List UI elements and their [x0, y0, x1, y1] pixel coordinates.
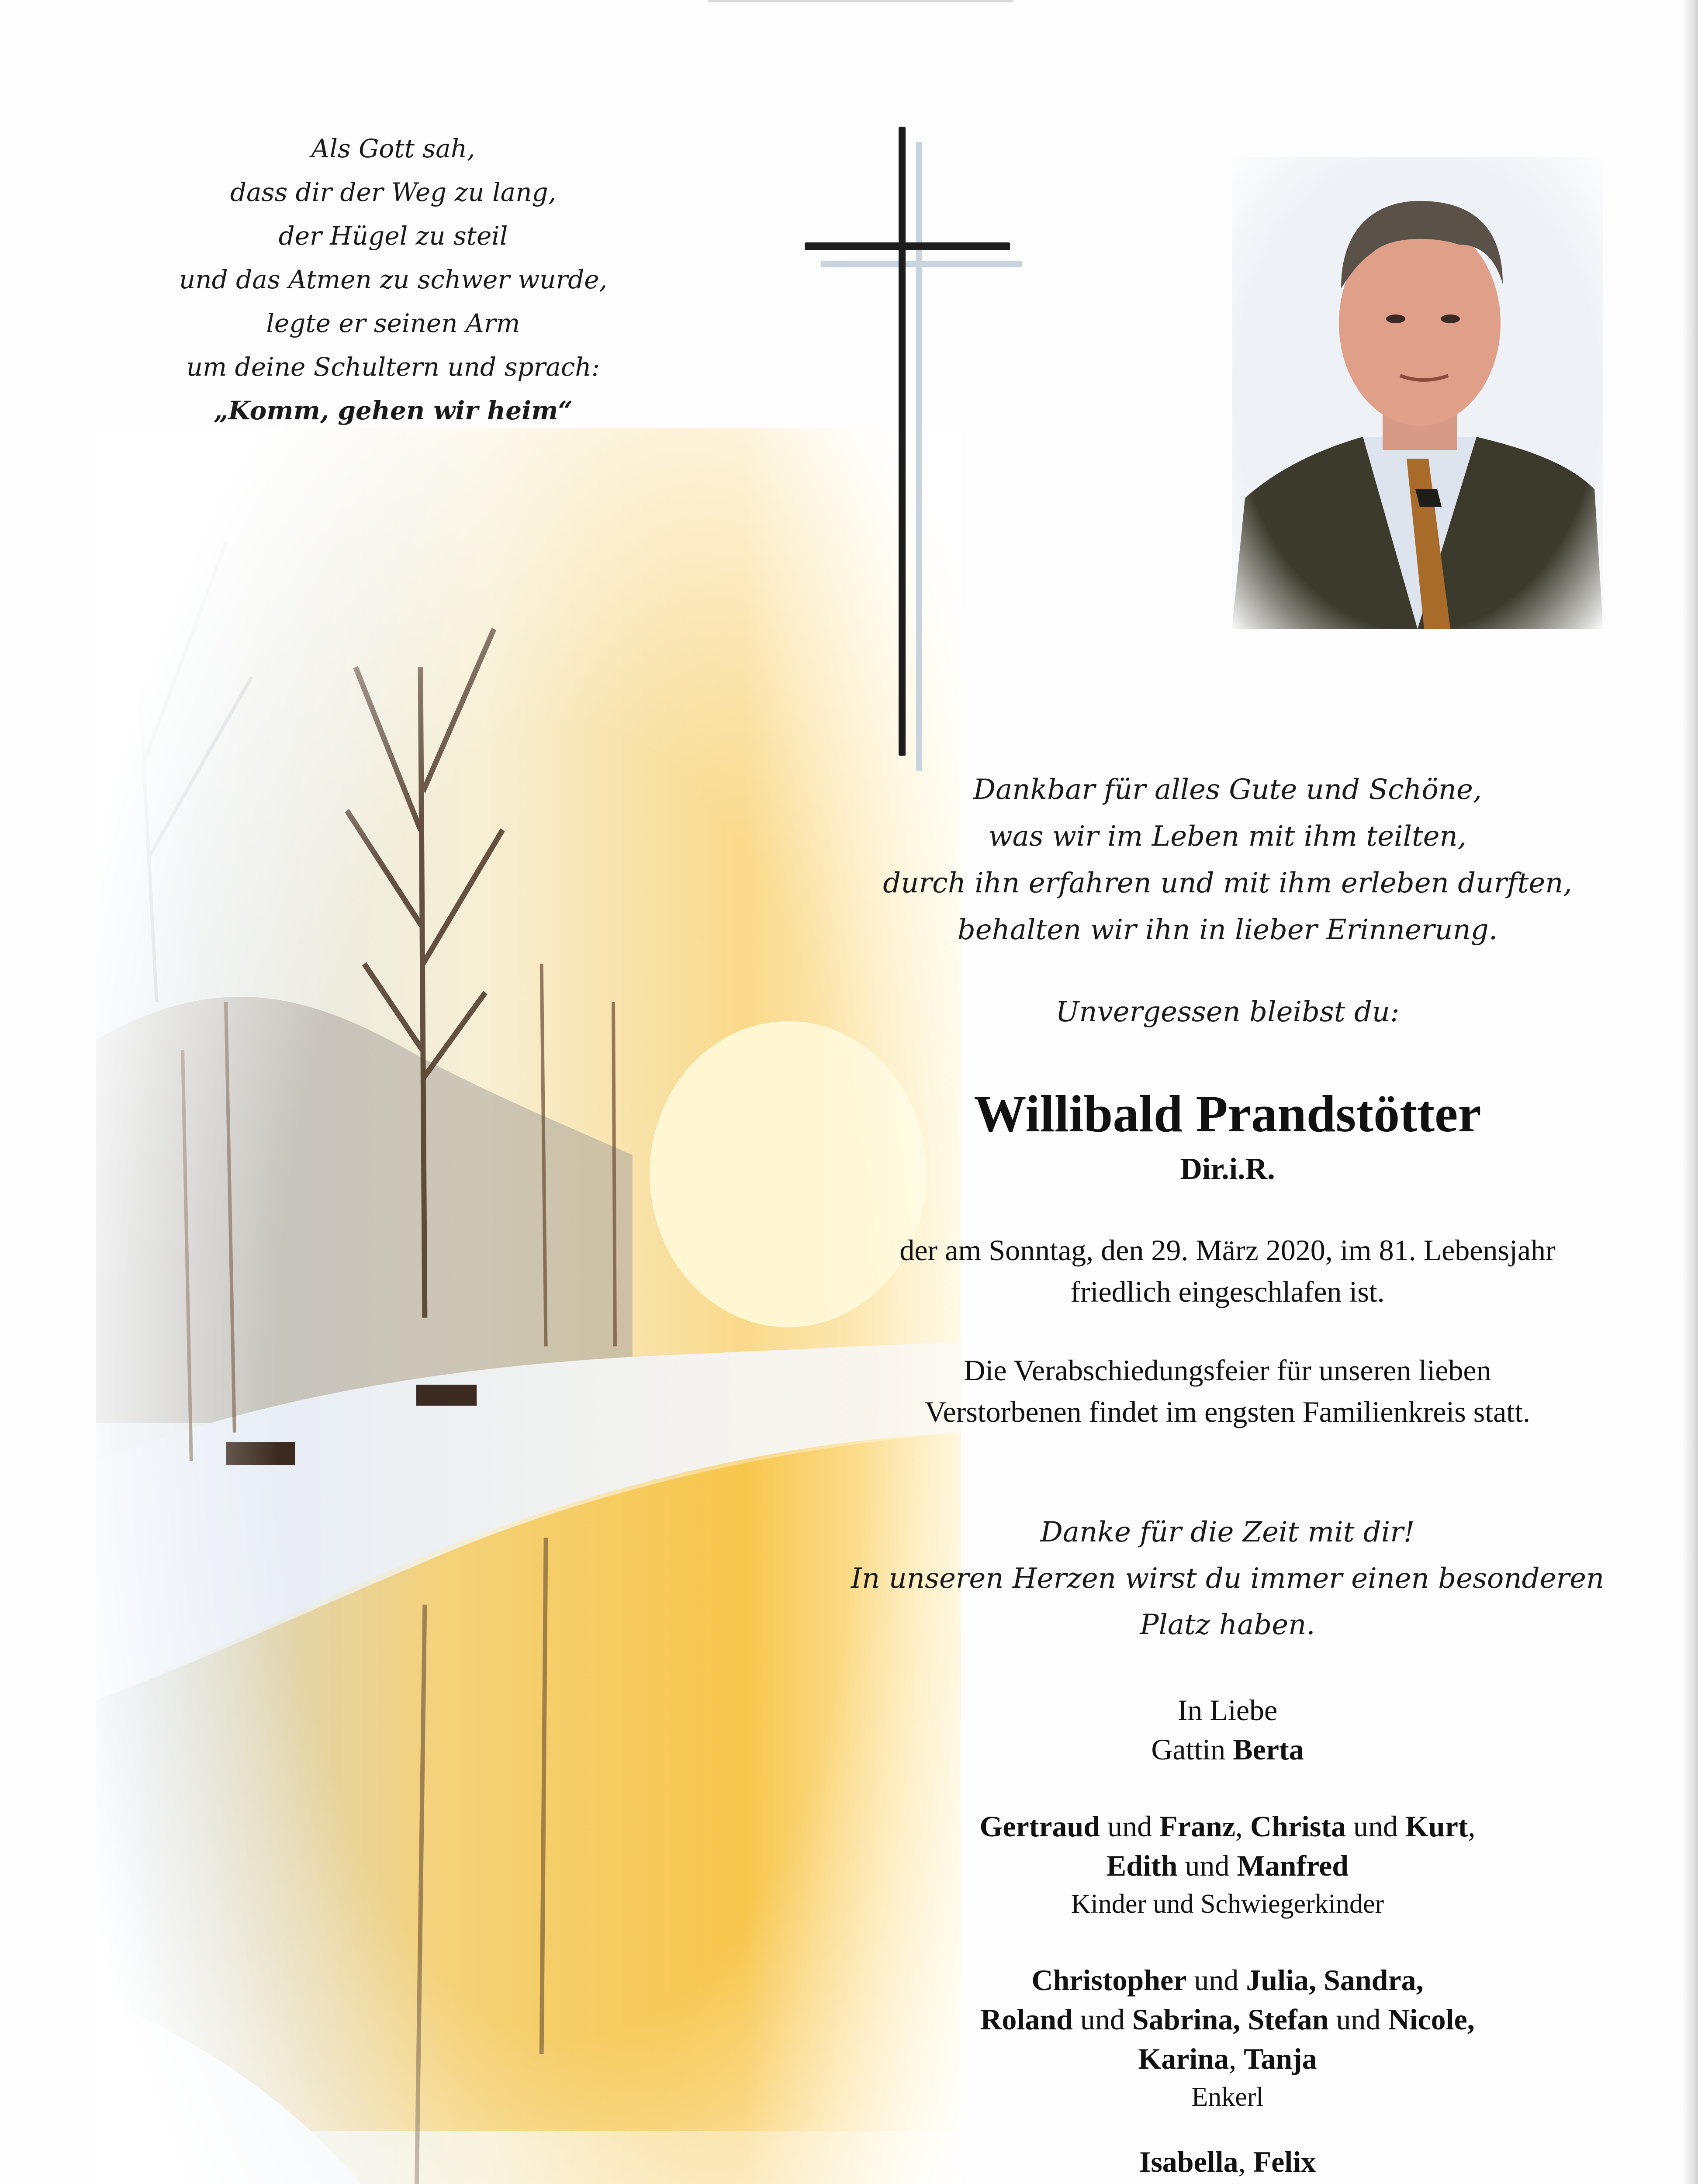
grandchildren-relation: Enkerl	[1191, 2082, 1264, 2112]
children-line-2	[830, 1846, 1625, 1885]
wife-line	[830, 1730, 1625, 1769]
great-grandchild-name: Isabella	[1139, 2145, 1238, 2178]
children-line-1	[830, 1807, 1625, 1846]
spacer	[830, 1923, 1625, 1960]
wife-prefix: Gattin	[1151, 1733, 1226, 1766]
child-name: Manfred	[1237, 1849, 1349, 1882]
child-name: Kurt	[1405, 1810, 1468, 1843]
gratitude-line: behalten wir ihn in lieber Erinnerung.	[957, 914, 1498, 946]
grandchild-name: Sabrina, Stefan	[1132, 2003, 1329, 2036]
child-name: Franz	[1159, 1810, 1235, 1843]
separator: ,	[1238, 2145, 1246, 2178]
conjunction: und	[1194, 1963, 1239, 1997]
ceremony-line: Verstorbenen findet im engsten Familienkreis statt.	[924, 1395, 1531, 1428]
poem-line: Als Gott sah,	[311, 134, 475, 163]
ceremony-notice	[830, 1350, 1625, 1433]
christian-cross-icon	[799, 122, 1027, 778]
cross-horizontal-bar	[805, 242, 1010, 250]
child-name: Edith	[1106, 1849, 1178, 1882]
grandchild-name: Roland	[980, 2003, 1073, 2036]
great-grandchild-name: Felix	[1253, 2145, 1316, 2178]
cross-shadow-vertical	[916, 142, 922, 771]
grandchildren-line-2	[830, 2000, 1625, 2039]
deceased-name: Willibald Prandstötter	[974, 1085, 1481, 1143]
spacer	[830, 1769, 1625, 1807]
child-name: Christa	[1250, 1810, 1346, 1843]
poem-line: der Hügel zu steil	[278, 221, 508, 251]
poem-line: und das Atmen zu schwer wurde,	[179, 265, 608, 294]
great-grandchildren-relation	[830, 2181, 1625, 2184]
mourning-family	[830, 1690, 1625, 2184]
conjunction: und	[1080, 2003, 1125, 2036]
death-notice	[830, 1230, 1625, 1313]
deceased-title: Dir.i.R.	[1180, 1152, 1275, 1186]
grandchildren-line-3	[830, 2039, 1625, 2078]
great-grandchildren-line	[830, 2142, 1625, 2181]
separator: ,	[1235, 1810, 1243, 1843]
spacer	[830, 2116, 1625, 2142]
grandchild-name: Julia, Sandra,	[1246, 1963, 1424, 1997]
grandchild-name: Nicole,	[1388, 2003, 1475, 2036]
poem-quote-line: „Komm, gehen wir heim“	[214, 396, 573, 425]
death-notice-line: friedlich eingeschlafen ist.	[1070, 1275, 1385, 1308]
child-name: Gertraud	[979, 1810, 1100, 1843]
cross-vertical-bar	[899, 127, 906, 756]
death-notice-line: der am Sonntag, den 29. März 2020, im 81. Lebensjahr	[899, 1234, 1556, 1267]
poem-line: dass dir der Weg zu lang,	[230, 177, 557, 207]
memorial-poem	[144, 127, 642, 432]
gratitude-line: durch ihn erfahren und mit ihm erleben durften,	[883, 867, 1572, 899]
portrait-photo	[1232, 157, 1603, 629]
separator: ,	[1229, 2042, 1237, 2075]
gratitude-line: Dankbar für alles Gute und Schöne,	[973, 774, 1482, 806]
thanks-line: In unseren Herzen wirst du immer einen besonderen	[851, 1562, 1605, 1595]
conjunction: und	[1353, 1810, 1398, 1843]
cross-shadow-horizontal	[821, 261, 1022, 267]
thanks-verse	[821, 1509, 1634, 1648]
wife-name: Berta	[1233, 1733, 1304, 1766]
scan-edge-mark	[708, 0, 1013, 2]
conjunction: und	[1107, 1810, 1152, 1843]
conjunction: und	[1185, 1849, 1230, 1882]
grandchild-name: Tanja	[1244, 2042, 1317, 2075]
gratitude-line: was wir im Leben mit ihm teilten,	[988, 820, 1467, 853]
thanks-line: Danke für die Zeit mit dir!	[1040, 1516, 1415, 1548]
children-relation: Kinder und Schwiegerkinder	[1071, 1889, 1384, 1919]
gratitude-verse	[856, 767, 1599, 954]
poem-line: um deine Schultern und sprach:	[186, 352, 600, 382]
grandchild-name: Karina	[1138, 2042, 1229, 2075]
grandchildren-line-1	[830, 1960, 1625, 2000]
conjunction: und	[1336, 2003, 1381, 2036]
thanks-line: Platz haben.	[1140, 1609, 1315, 1641]
poem-line: legte er seinen Arm	[266, 308, 520, 338]
in-liebe-line: In Liebe	[1177, 1693, 1278, 1727]
ceremony-line: Die Verabschiedungsfeier für unseren lieben	[964, 1354, 1491, 1387]
separator: ,	[1468, 1810, 1476, 1843]
scan-edge-shadow	[1681, 0, 1698, 2184]
grandchild-name: Christopher	[1031, 1963, 1187, 1997]
unforgotten-heading: Unvergessen bleibst du:	[1055, 996, 1400, 1028]
